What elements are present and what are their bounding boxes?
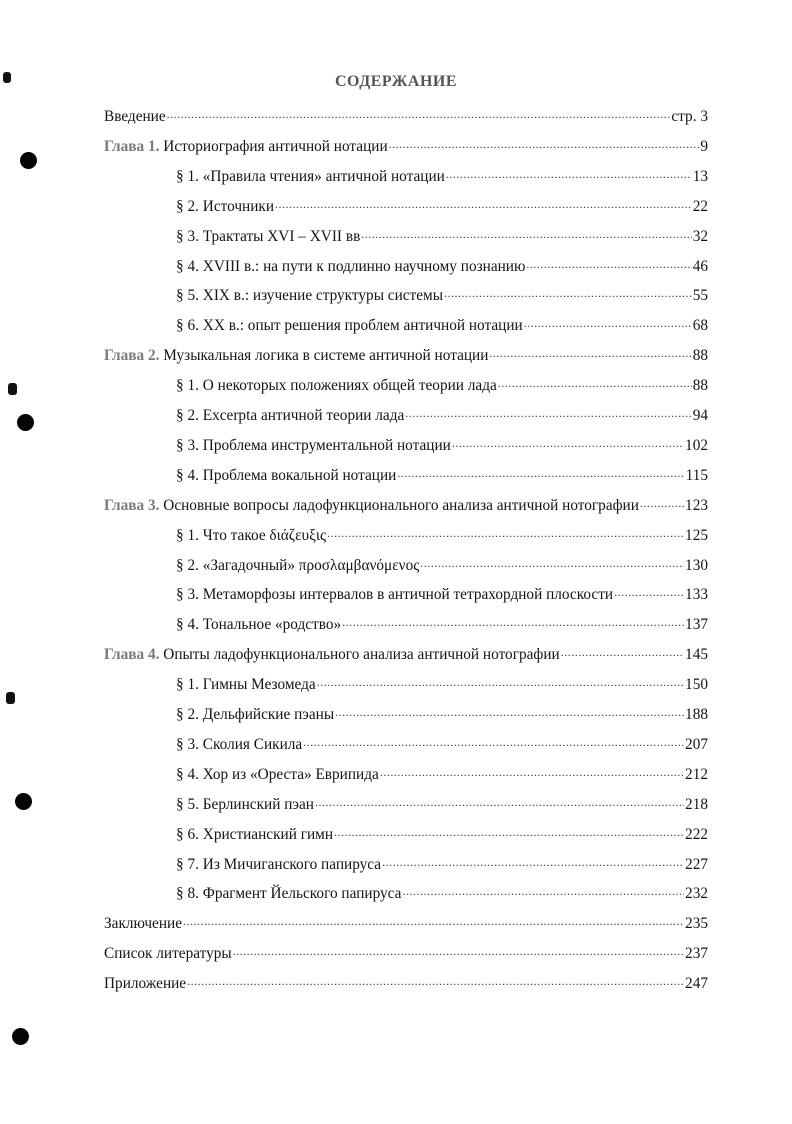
toc-page-number: 150 — [685, 676, 708, 694]
dot-leader — [389, 133, 700, 155]
dot-leader — [315, 791, 684, 813]
toc-entry-title: Музыкальная логика в системе античной нотации — [163, 347, 489, 365]
dot-leader — [561, 641, 684, 663]
toc-entry-title: Введение — [104, 108, 166, 125]
dot-leader — [524, 312, 692, 334]
toc-page-number: 88 — [692, 347, 708, 365]
binder-hole — [15, 793, 32, 810]
toc-subentry — [176, 734, 708, 756]
toc-subentry — [176, 525, 708, 547]
toc-entry — [104, 973, 708, 995]
toc-subentry — [176, 854, 708, 876]
toc-entry-title: Опыты ладофункционального анализа античной нотографии — [163, 646, 560, 664]
dot-leader — [233, 940, 684, 962]
toc-entry-title: Основные вопросы ладофункционального анализа античной нотографии — [163, 496, 639, 514]
toc-page-number: 227 — [685, 855, 708, 873]
toc-entry-title: § 4. XVIII в.: на пути к подлинно научному познанию — [176, 257, 526, 275]
dot-leader — [183, 910, 684, 932]
toc-page-number: 46 — [692, 257, 708, 275]
toc-page-number: 212 — [685, 765, 708, 783]
toc-entry-title: § 2. Excerpta античной теории лада — [176, 407, 405, 424]
toc-page-number: 22 — [692, 197, 708, 215]
toc-page-number: 145 — [685, 646, 708, 664]
toc-entry-title: § 5. XIX в.: изучение структуры системы — [176, 287, 443, 305]
toc-subentry — [176, 166, 708, 188]
dot-leader — [640, 492, 684, 514]
toc-entry — [104, 913, 708, 935]
toc-page-number: 9 — [700, 137, 708, 155]
dot-leader — [614, 581, 684, 603]
toc-entry-title: § 1. О некоторых положениях общей теории лада — [176, 377, 497, 395]
toc-entry-title: § 4. Тональное «родство» — [176, 616, 342, 634]
toc-subentry — [176, 375, 708, 397]
dot-leader — [317, 671, 684, 693]
toc-entry-title: Приложение — [104, 975, 187, 993]
chapter-prefix: Глава 3. — [104, 496, 160, 514]
toc-page-number: 133 — [685, 586, 708, 604]
toc-subentry — [176, 435, 708, 457]
toc-entry — [104, 136, 708, 158]
toc-page-number: стр. 3 — [671, 108, 708, 125]
toc-entry — [104, 644, 708, 666]
toc-entry-title: § 3. Трактаты XVI – XVII вв — [176, 227, 361, 245]
toc-entry — [104, 943, 708, 965]
dot-leader — [402, 880, 684, 902]
toc-subentry — [176, 674, 708, 696]
toc-subentry — [176, 824, 708, 846]
toc-page-number: 13 — [692, 167, 708, 185]
toc-entry-title: § 2. «Загадочный» προσλαμβανόμενος — [176, 556, 420, 574]
toc-page-number: 102 — [685, 436, 708, 454]
binder-hole — [12, 1028, 29, 1045]
page-title: СОДЕРЖАНИЕ — [334, 73, 458, 90]
toc-entry — [104, 345, 708, 367]
toc-entry-title: Список литературы — [104, 945, 232, 963]
dot-leader — [489, 342, 691, 364]
toc-page-number: 55 — [692, 287, 708, 305]
dot-leader — [444, 282, 692, 304]
toc-page-number: 88 — [692, 377, 708, 395]
toc-subentry — [176, 555, 708, 577]
toc-entry-title: § 1. Гимны Мезомеда — [176, 676, 316, 694]
toc-page-number: 137 — [685, 616, 708, 634]
toc-entry-title: Историография античной нотации — [163, 137, 388, 155]
toc-entry-title: § 6. Христианский гимн — [176, 825, 334, 843]
toc-entry-title: § 1. Что такое διάζευξις — [176, 526, 327, 544]
toc-entry-title: § 2. Источники — [176, 197, 275, 215]
toc-page-number: 94 — [692, 407, 708, 424]
chapter-prefix: Глава 1. — [104, 137, 160, 155]
dot-leader — [342, 611, 684, 633]
dot-leader — [187, 970, 684, 992]
toc-subentry — [176, 285, 708, 307]
dot-leader — [446, 163, 692, 185]
toc-subentry — [176, 196, 708, 218]
binder-hole — [20, 152, 37, 169]
toc-entry-title: Заключение — [104, 915, 183, 933]
dot-leader — [452, 432, 684, 454]
toc-entry-title: § 6. XX в.: опыт решения проблем античной нотации — [176, 317, 523, 335]
dot-leader — [275, 193, 692, 215]
toc-page-number: 222 — [685, 825, 708, 843]
dot-leader — [382, 851, 684, 873]
toc-entry-title: § 7. Из Мичиганского папируса — [176, 855, 382, 873]
dot-leader — [397, 462, 684, 484]
scan-mark — [8, 383, 17, 395]
dot-leader — [526, 253, 691, 275]
dot-leader — [405, 402, 691, 424]
toc-page-number: 237 — [685, 945, 708, 963]
toc-page-number: 247 — [685, 975, 708, 993]
dot-leader — [303, 731, 684, 753]
toc-subentry — [176, 584, 708, 606]
toc-page-number: 218 — [685, 795, 708, 813]
dot-leader — [167, 103, 671, 125]
toc-page-number: 68 — [692, 317, 708, 335]
dot-leader — [361, 223, 691, 245]
chapter-prefix: Глава 2. — [104, 347, 160, 365]
toc-page-number: 207 — [685, 735, 708, 753]
toc-entry-title: § 1. «Правила чтения» античной нотации — [176, 167, 445, 185]
toc-page-number: 115 — [685, 466, 708, 484]
dot-leader — [498, 372, 692, 394]
dot-leader — [420, 552, 684, 574]
toc-page-number: 32 — [692, 227, 708, 245]
toc-subentry — [176, 315, 708, 337]
toc-page-number: 130 — [685, 556, 708, 574]
toc-subentry — [176, 465, 708, 487]
toc-page-number: 232 — [685, 885, 708, 903]
dot-leader — [334, 821, 684, 843]
toc-subentry — [176, 794, 708, 816]
toc-subentry — [176, 256, 708, 278]
toc-entry-title: § 3. Метаморфозы интервалов в античной тетрахордной плоскости — [176, 586, 614, 604]
toc-subentry — [176, 614, 708, 636]
dot-leader — [380, 761, 684, 783]
dot-leader — [335, 701, 684, 723]
toc-subentry — [176, 764, 708, 786]
toc-entry-title: § 5. Берлинский пэан — [176, 795, 314, 813]
scan-mark — [6, 692, 15, 704]
dot-leader — [327, 522, 684, 544]
toc-subentry — [176, 226, 708, 248]
toc-entry-title: § 3. Сколия Сикила — [176, 735, 303, 753]
toc-page-number: 188 — [685, 706, 708, 723]
toc-page-number: 235 — [685, 915, 708, 933]
toc-page-number: 125 — [685, 526, 708, 544]
toc-entry-title: § 4. Хор из «Ореста» Еврипида — [176, 765, 379, 783]
toc-entry-title: § 4. Проблема вокальной нотации — [176, 466, 397, 484]
toc-entry-title: § 3. Проблема инструментальной нотации — [176, 436, 451, 454]
binder-hole — [17, 414, 34, 431]
toc-subentry — [176, 883, 708, 905]
toc-subentry — [176, 405, 708, 427]
toc-entry-title: § 8. Фрагмент Йельского папируса — [176, 885, 402, 903]
chapter-prefix: Глава 4. — [104, 646, 160, 664]
toc-page-number: 123 — [685, 496, 708, 514]
toc-entry-title: § 2. Дельфийские пэаны — [176, 706, 335, 723]
toc-entry — [104, 495, 708, 517]
toc-entry — [104, 106, 708, 128]
toc-subentry — [176, 704, 708, 726]
